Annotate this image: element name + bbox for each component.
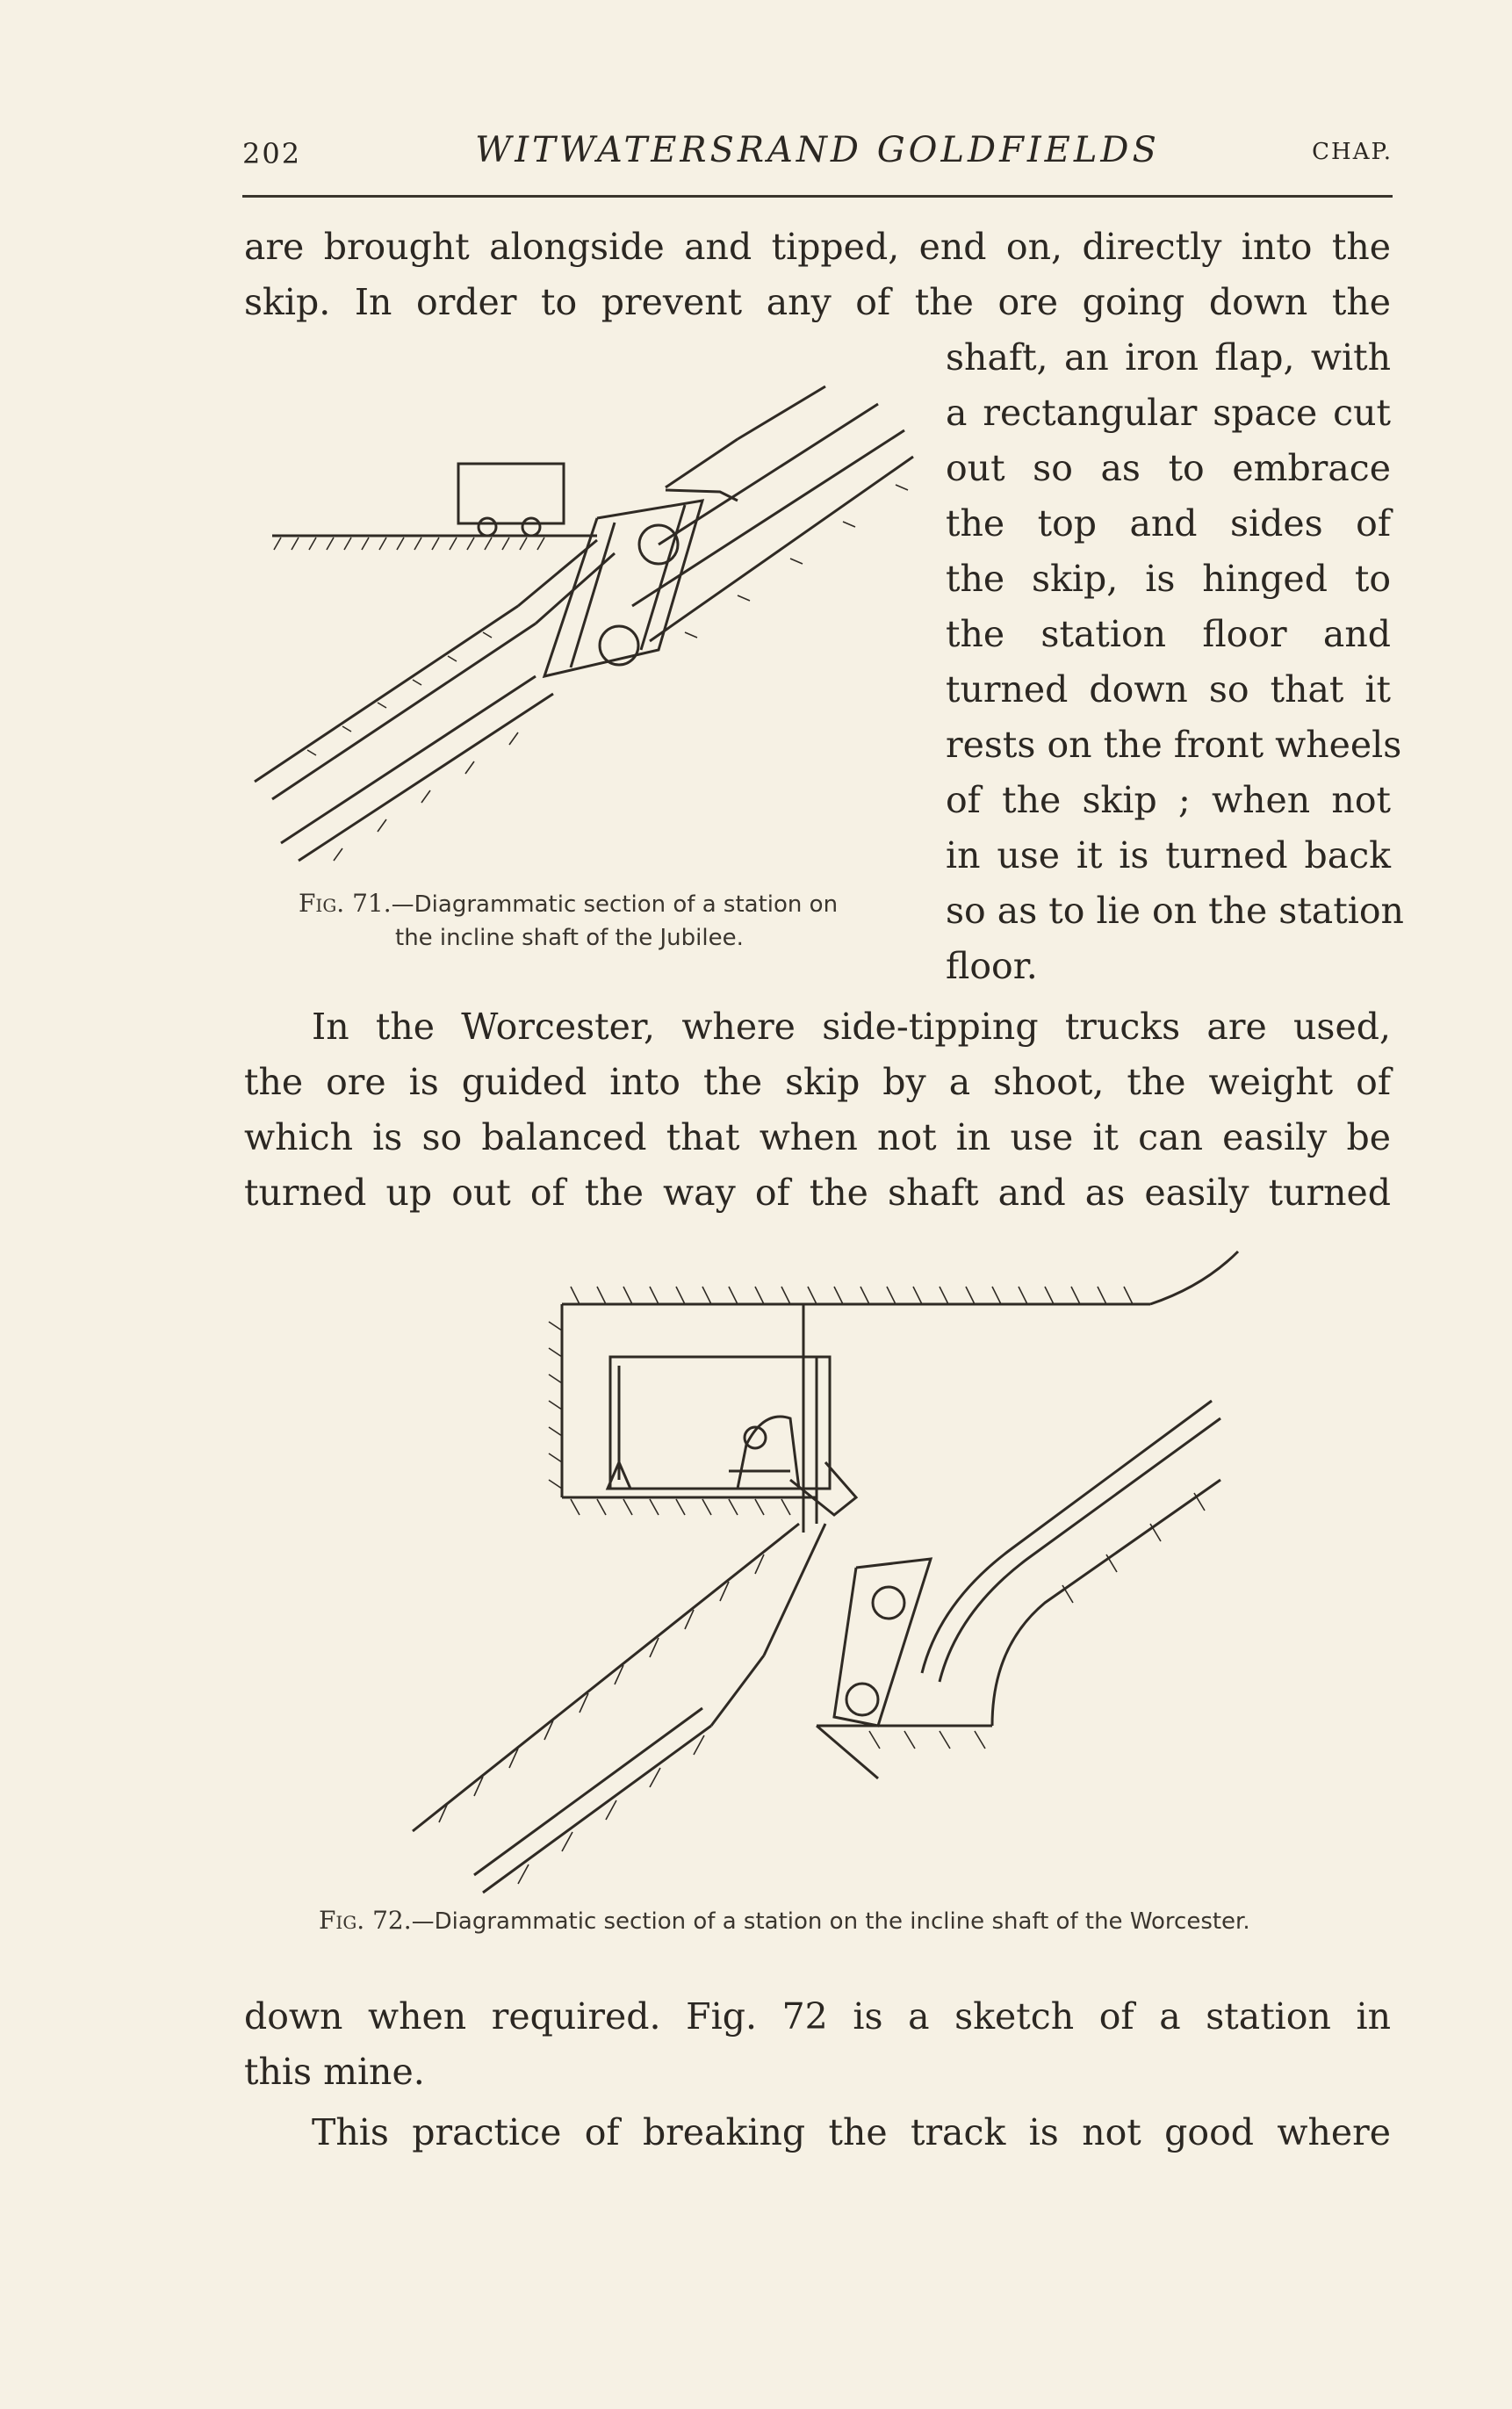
fig72-wall-hatching (549, 1322, 562, 1489)
fig72-side-tipping-truck (738, 1417, 799, 1489)
text-line: turned down so that it (946, 668, 1391, 710)
fig71-shaft-rail-right-2 (659, 404, 878, 545)
fig71-surface-hatching (274, 537, 544, 550)
fig72-skip-wheel (873, 1587, 904, 1619)
running-header (242, 130, 1393, 183)
text-line: the top and sides of (946, 502, 1391, 545)
fig71-caption (299, 887, 878, 955)
text-line: the station floor and (946, 613, 1391, 655)
fig71-shaft-wall-lower (299, 694, 553, 861)
fig72-roof-curve (1150, 1251, 1238, 1304)
fig72-shaft-wall-right (992, 1480, 1220, 1726)
text-line: the ore is guided into the skip by a shoot, the weight of (244, 1061, 1391, 1103)
fig72-shaft-rail (474, 1708, 702, 1875)
fig71-truck-wheel (479, 518, 496, 536)
fig71-diagram (246, 369, 931, 878)
text-line: so as to lie on the station (946, 890, 1404, 932)
fig72-diagram (378, 1234, 1264, 1901)
running-title: WITWATERSRAND GOLDFIELDS (475, 130, 1160, 170)
fig72-shaft-rail-right (922, 1401, 1212, 1673)
fig72-caption (319, 1904, 1399, 1938)
fig72-skip (834, 1559, 931, 1726)
text-line: in use it is turned back (946, 834, 1391, 876)
fig71-label: Fig. 71. (299, 889, 392, 918)
fig72-rock-hatching (518, 1735, 704, 1884)
fig72-label: Fig. 72. (319, 1906, 412, 1935)
fig71-rock-hatching (307, 632, 492, 755)
fig71-caption-line1: —Diagrammatic section of a station on (391, 891, 839, 918)
fig71-rock-hatching (334, 732, 518, 861)
text-line-indented: In the Worcester, where side-tipping trucks are used, (312, 1006, 1391, 1048)
text-line: a rectangular space cut (946, 392, 1391, 434)
text-line: floor. (946, 945, 1038, 987)
text-line: turned up out of the way of the shaft and as easily turned (244, 1172, 1391, 1214)
fig71-flap-rod (738, 386, 825, 439)
fig71-shaft-rail-right (632, 430, 904, 606)
text-line: which is so balanced that when not in use it can easily be (244, 1116, 1391, 1158)
fig71-shaft-rail-lower (281, 676, 536, 843)
fig72-floor-hatching (571, 1499, 790, 1515)
chapter-label: CHAP. (1312, 139, 1393, 165)
fig71-iron-flap (666, 490, 738, 501)
header-rule (242, 195, 1393, 198)
fig72-roof-hatching (571, 1287, 1133, 1304)
text-line: are brought alongside and tipped, end on, directly into the (244, 226, 1391, 268)
fig72-caption-text: —Diagrammatic section of a station on the incline shaft of the Worcester. (411, 1908, 1250, 1935)
text-line: shaft, an iron flap, with (946, 336, 1391, 379)
fig71-truck-body (458, 464, 564, 523)
text-line: skip. In order to prevent any of the ore going down the (244, 281, 1391, 323)
text-line: of the skip ; when not (946, 779, 1391, 821)
text-line: out so as to embrace (946, 447, 1391, 489)
text-line: rests on the front wheels (946, 724, 1402, 766)
fig71-truck-wheel (522, 518, 540, 536)
fig71-shaft-wall-upper (255, 606, 518, 782)
fig72-shaft-wall-upper (413, 1524, 799, 1831)
fig72-skip-wheel (846, 1684, 878, 1715)
fig71-flap-rod (666, 439, 738, 487)
fig71-caption-line2: the incline shaft of the Jubilee. (395, 925, 744, 951)
text-line: down when required. Fig. 72 is a sketch of a station in (244, 1995, 1391, 2038)
text-line: this mine. (244, 2051, 425, 2093)
fig72-station-slope (711, 1655, 764, 1726)
fig72-floor-edge (817, 1726, 878, 1778)
page-number: 202 (242, 137, 302, 170)
fig71-shaft-rail-upper (272, 624, 536, 799)
fig72-shaft-rail-right-2 (940, 1418, 1220, 1682)
text-line-indented: This practice of breaking the track is not good where (312, 2111, 1391, 2153)
text-line: the skip, is hinged to (946, 558, 1391, 600)
